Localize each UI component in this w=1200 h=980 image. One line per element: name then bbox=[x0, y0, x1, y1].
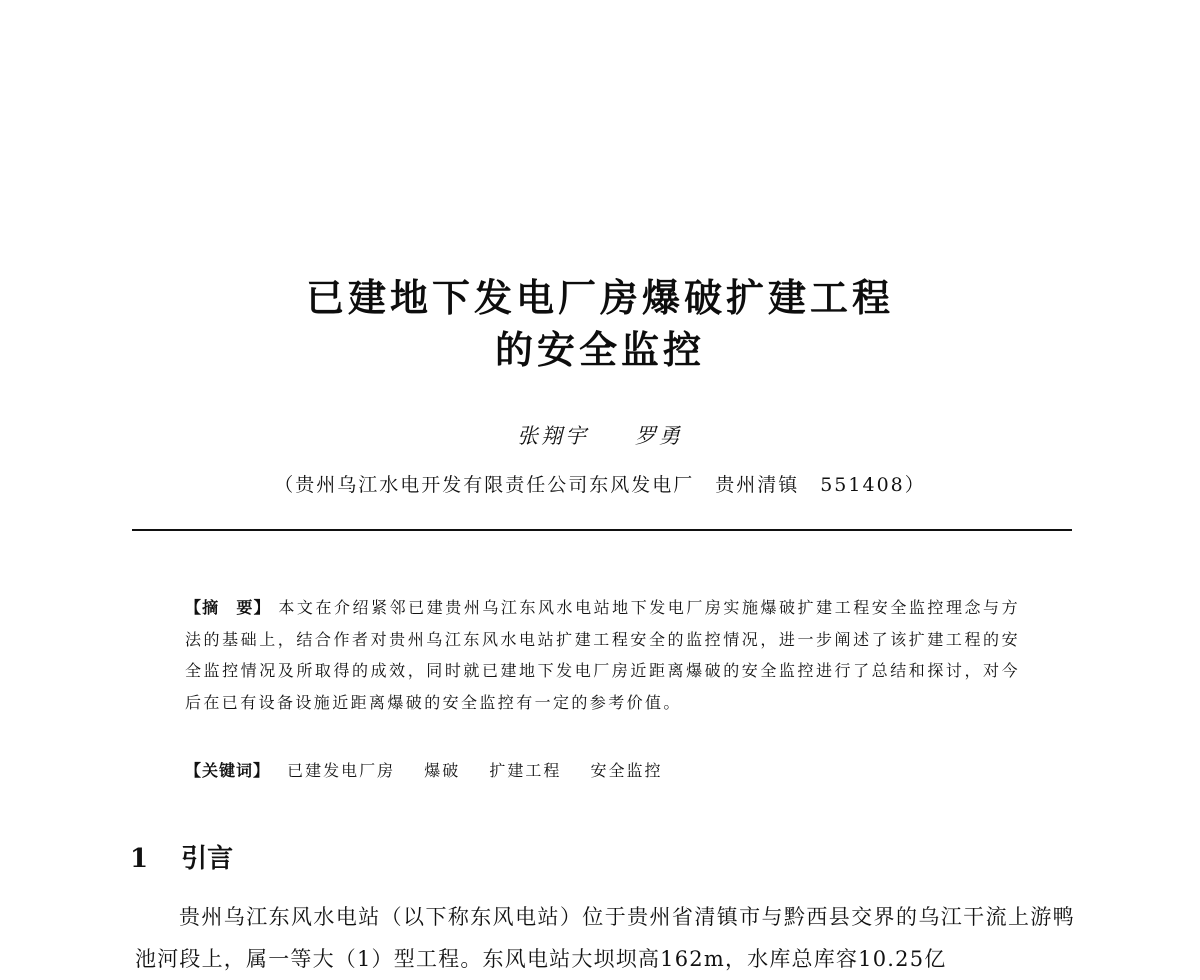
author-list bbox=[0, 420, 1200, 450]
keywords bbox=[185, 758, 1020, 781]
paper-title bbox=[0, 272, 1200, 376]
section-heading bbox=[130, 838, 233, 875]
keywords-label: 【关键词】 bbox=[185, 761, 271, 780]
section-number: 1 bbox=[130, 844, 149, 874]
section-title: 引言 bbox=[181, 844, 234, 874]
title-line-2: 的安全监控 bbox=[494, 328, 705, 372]
keyword: 已建发电厂房 bbox=[287, 761, 396, 780]
affiliation: （贵州乌江水电开发有限责任公司东风发电厂 贵州清镇 551408） bbox=[274, 474, 926, 496]
author-1: 张翔宇 bbox=[517, 424, 590, 448]
abstract-text: 本文在介绍紧邻已建贵州乌江东风水电站地下发电厂房实施爆破扩建工程安全监控理念与方法的基础上，结合作者对贵州乌江东风水电站扩建工程安全的监控情况，进一步阐述了该扩建工程的安全监控情况及所取得的成效，同时就已建地下发电厂房近距离爆破的安全监控进行了总结和探讨，对今后在已有设备设施近距离爆破的安全监控有一定的参考价值。 bbox=[185, 598, 1020, 712]
title-line-1: 已建地下发电厂房爆破扩建工程 bbox=[305, 276, 894, 320]
abstract-label: 【摘 要】 bbox=[185, 598, 271, 617]
keyword: 安全监控 bbox=[590, 761, 663, 780]
abstract bbox=[185, 592, 1020, 718]
header-divider bbox=[132, 529, 1072, 531]
keyword: 扩建工程 bbox=[489, 761, 562, 780]
body-paragraph: 贵州乌江东风水电站（以下称东风电站）位于贵州省清镇市与黔西县交界的乌江干流上游鸭池河段上，属一等大（1）型工程。东风电站大坝坝高162m，水库总库容10.25亿 bbox=[135, 905, 1075, 971]
author-2: 罗勇 bbox=[634, 424, 683, 448]
keyword: 爆破 bbox=[424, 761, 461, 780]
